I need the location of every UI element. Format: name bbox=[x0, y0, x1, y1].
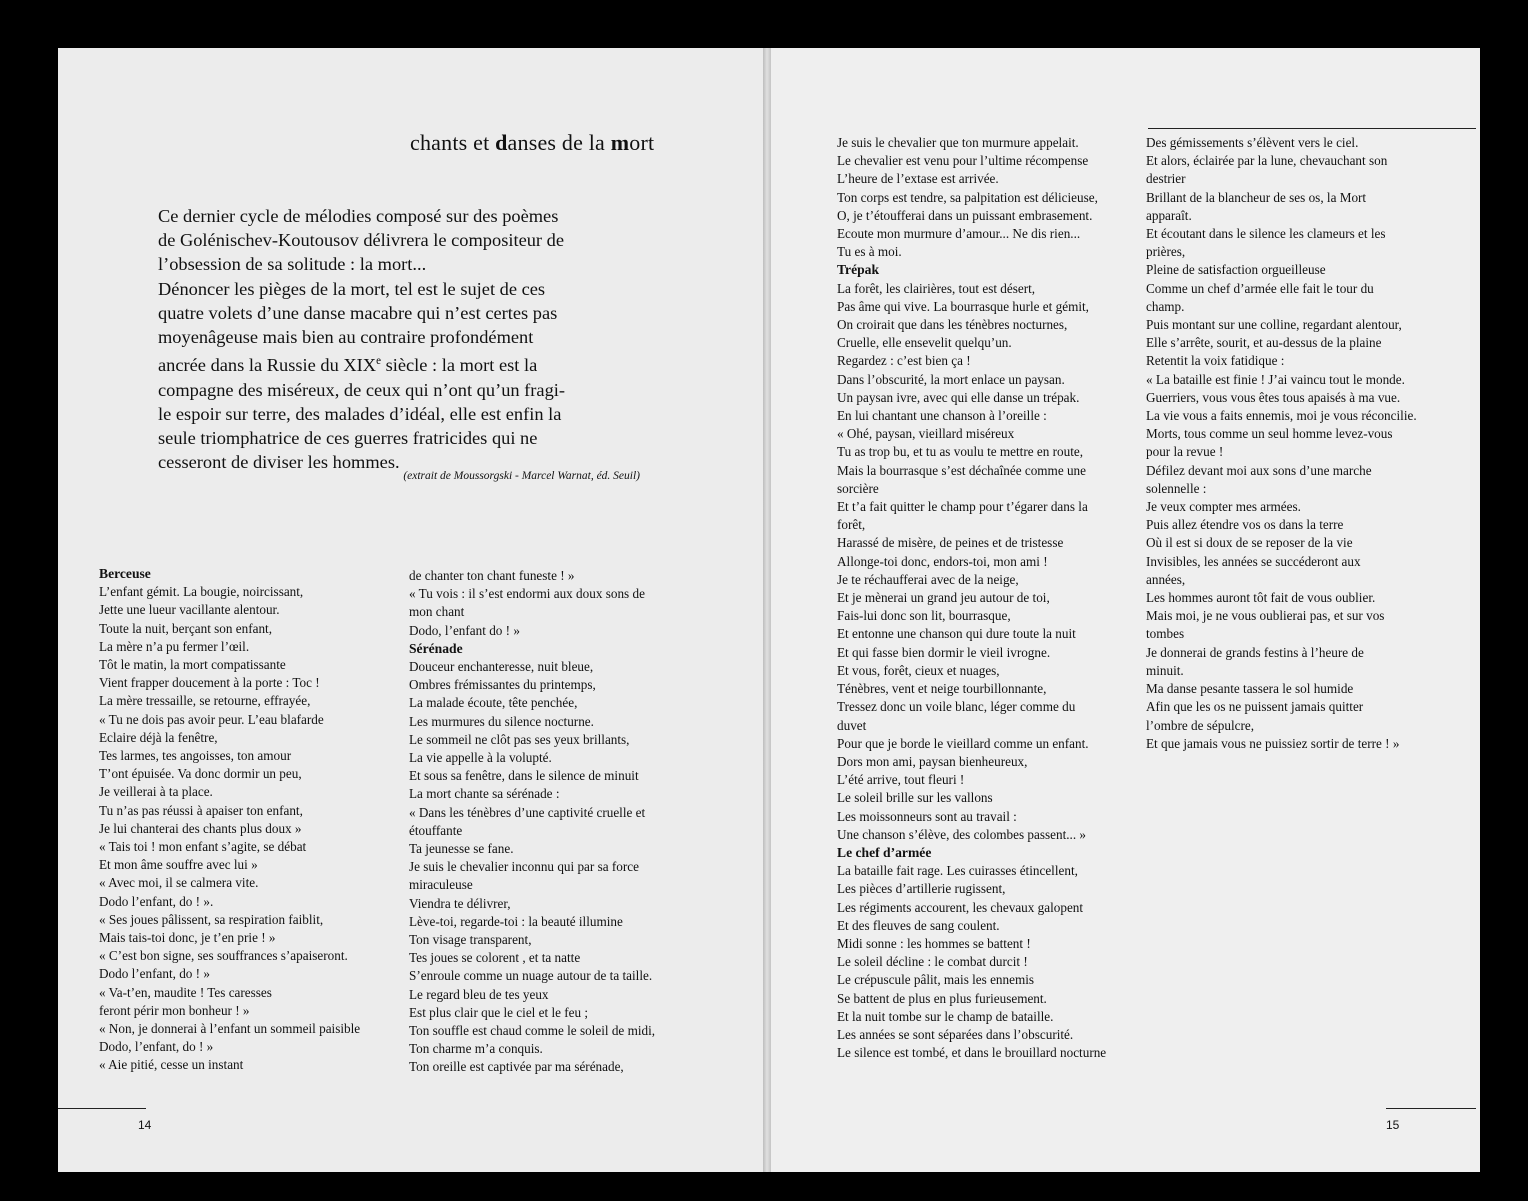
text-line: Mais tais-toi donc, je t’en prie ! » bbox=[99, 930, 276, 946]
text-line: Le crépuscule pâlit, mais les ennemis bbox=[837, 972, 1035, 988]
text-line: Guerriers, vous vous êtes tous apaisés à ma vue. bbox=[1146, 389, 1401, 405]
section-heading-berceuse: Berceuse bbox=[99, 566, 151, 581]
text-line: Et entonne une chanson qui dure toute la nuit bbox=[837, 626, 1076, 642]
text-line: Une chanson s’élève, des colombes passent... » bbox=[837, 826, 1087, 842]
text-line: Ton oreille est captivée par ma sérénade, bbox=[409, 1059, 624, 1075]
text-line: L’enfant gémit. La bougie, noircissant, bbox=[99, 584, 304, 600]
text-line: minuit. bbox=[1146, 662, 1184, 678]
text-line: Invisibles, les années se succéderont aux bbox=[1146, 553, 1361, 569]
intro-line bbox=[158, 426, 640, 450]
text-line: La malade écoute, tête penchée, bbox=[409, 695, 578, 711]
text-line: Ton corps est tendre, sa palpitation est délicieuse, bbox=[837, 189, 1098, 205]
text-line: de chanter ton chant funeste ! » bbox=[409, 568, 575, 583]
page-title: chants et danses de la mort bbox=[410, 130, 655, 155]
text-line: « Ohé, paysan, vieillard miséreux bbox=[837, 426, 1015, 442]
text-line: Je te réchaufferai avec de la neige, bbox=[837, 571, 1019, 587]
text-line: Pas âme qui vive. La bourrasque hurle et gémit, bbox=[837, 298, 1089, 314]
text-line: Tôt le matin, la mort compatissante bbox=[99, 657, 286, 673]
intro-text: Dénoncer les pièges de la mort, tel est le sujet de ces bbox=[158, 278, 546, 299]
section-heading-chef-darmee: Le chef d’armée bbox=[837, 844, 932, 860]
text-line: Les hommes auront tôt fait de vous oublier. bbox=[1146, 590, 1376, 606]
text-line: « Avec moi, il se calmera vite. bbox=[99, 875, 259, 891]
text-line: feront périr mon bonheur ! » bbox=[99, 1002, 250, 1018]
column-serenade bbox=[409, 567, 655, 1077]
text-line: Mais moi, je ne vous oublierai pas, et sur vos bbox=[1146, 608, 1385, 624]
text-line: « Non, je donnerai à l’enfant un sommeil paisible bbox=[99, 1021, 361, 1037]
intro-line bbox=[158, 325, 640, 349]
intro-line bbox=[158, 378, 640, 402]
text-line: Je suis le chevalier que ton murmure appelait. bbox=[837, 135, 1079, 150]
text-line: Le silence est tombé, et dans le brouillard nocturne bbox=[837, 1045, 1107, 1061]
text-line: La mère n’a pu fermer l’œil. bbox=[99, 638, 250, 654]
text-line: prières, bbox=[1146, 244, 1186, 260]
intro-text: siècle : la mort est la bbox=[380, 355, 538, 376]
text-line: « Dans les ténèbres d’une captivité cruelle et bbox=[409, 804, 646, 820]
text-line: Je lui chanterai des chants plus doux » bbox=[99, 820, 302, 836]
text-line: Retentit la voix fatidique : bbox=[1146, 353, 1285, 369]
text-line: Et sous sa fenêtre, dans le silence de minuit bbox=[409, 768, 639, 784]
text-line: Ombres frémissantes du printemps, bbox=[409, 677, 596, 693]
text-line: Brillant de la blancheur de ses os, la Mort bbox=[1146, 189, 1367, 205]
text-line: Viendra te délivrer, bbox=[409, 895, 511, 911]
text-line: l’ombre de sépulcre, bbox=[1146, 717, 1255, 733]
text-line: « Tu ne dois pas avoir peur. L’eau blafarde bbox=[99, 711, 324, 727]
text-line: La forêt, les clairières, tout est désert, bbox=[837, 280, 1036, 296]
citation: (extrait de Moussorgski - Marcel Warnat, éd. Seuil) bbox=[403, 470, 640, 482]
intro-line bbox=[158, 301, 640, 325]
text-line: Tu es à moi. bbox=[837, 244, 902, 260]
text-line: Lève-toi, regarde-toi : la beauté illumine bbox=[409, 913, 623, 929]
intro-text: quatre volets d’une danse macabre qui n’est certes pas bbox=[158, 302, 558, 323]
text-line: Ton visage transparent, bbox=[409, 932, 532, 948]
text-line: duvet bbox=[837, 717, 867, 733]
text-line: Et vous, forêt, cieux et nuages, bbox=[837, 662, 1000, 678]
text-line: « Tais toi ! mon enfant s’agite, se débat bbox=[99, 839, 307, 855]
text-line: Toute la nuit, berçant son enfant, bbox=[99, 620, 273, 636]
text-line: La mort chante sa sérénade : bbox=[409, 786, 560, 802]
intro-text: ancrée dans la Russie du XIX bbox=[158, 355, 377, 376]
text-line: Midi sonne : les hommes se battent ! bbox=[837, 935, 1031, 951]
text-line: étouffante bbox=[409, 822, 463, 838]
top-rule-right bbox=[1148, 128, 1476, 129]
text-line: La vie vous a faits ennemis, moi je vous réconcilie. bbox=[1146, 408, 1417, 424]
intro-line bbox=[158, 402, 640, 426]
century-superscript: e bbox=[376, 355, 381, 368]
text-line: destrier bbox=[1146, 171, 1186, 187]
text-line: Défilez devant moi aux sons d’une marche bbox=[1146, 462, 1372, 478]
text-line: Comme un chef d’armée elle fait le tour du bbox=[1146, 280, 1374, 296]
intro-text: de Golénischev-Koutousov délivrera le compositeur de bbox=[158, 230, 565, 251]
text-line: L’heure de l’extase est arrivée. bbox=[837, 171, 999, 187]
text-line: Puis montant sur une colline, regardant alentour, bbox=[1146, 317, 1402, 333]
text-line: Tu as trop bu, et tu as voulu te mettre en route, bbox=[837, 444, 1084, 460]
text-line: Je suis le chevalier inconnu qui par sa force bbox=[409, 859, 639, 875]
text-line: Et que jamais vous ne puissiez sortir de terre ! » bbox=[1146, 735, 1400, 751]
intro-line bbox=[158, 349, 640, 377]
text-line: Harassé de misère, de peines et de tristesse bbox=[837, 535, 1064, 551]
text-line: Morts, tous comme un seul homme levez-vous bbox=[1146, 426, 1393, 442]
text-line: Le soleil décline : le combat durcit ! bbox=[837, 954, 1028, 970]
text-line: Ténèbres, vent et neige tourbillonnante, bbox=[837, 681, 1047, 697]
text-line: Et la nuit tombe sur le champ de bataille. bbox=[837, 1008, 1054, 1024]
intro-text: moyenâgeuse mais bien au contraire profondément bbox=[158, 327, 534, 348]
page-number-right: 15 bbox=[1386, 1118, 1400, 1132]
text-line: Les régiments accourent, les chevaux galopent bbox=[837, 899, 1084, 915]
text-line: Les années se sont séparées dans l’obscurité. bbox=[837, 1026, 1074, 1042]
text-line: Dodo, l’enfant do ! » bbox=[409, 622, 520, 638]
text-line: apparaît. bbox=[1146, 207, 1192, 223]
text-line: Je veillerai à ta place. bbox=[99, 784, 213, 800]
text-line: tombes bbox=[1146, 626, 1185, 642]
text-line: Et écoutant dans le silence les clameurs et les bbox=[1146, 226, 1386, 242]
text-line: La vie appelle à la volupté. bbox=[409, 750, 552, 766]
intro-text: compagne des miséreux, de ceux qui n’ont qu’un fragi- bbox=[158, 379, 566, 400]
text-line: Ton charme m’a conquis. bbox=[409, 1041, 543, 1057]
text-line: Allonge-toi donc, endors-toi, mon ami ! bbox=[837, 553, 1048, 569]
text-line: Les pièces d’artillerie rugissent, bbox=[837, 881, 1006, 897]
intro-line bbox=[158, 204, 640, 228]
intro-line bbox=[158, 277, 640, 301]
text-line: Ecoute mon murmure d’amour... Ne dis rien... bbox=[837, 226, 1081, 242]
text-line: Dodo, l’enfant, do ! » bbox=[99, 1039, 214, 1055]
text-line: Vient frapper doucement à la porte : Toc ! bbox=[99, 675, 320, 691]
column-trepak bbox=[837, 134, 1106, 1062]
intro-text: cesseront de diviser les hommes. bbox=[158, 452, 400, 473]
text-line: En lui chantant une chanson à l’oreille : bbox=[837, 408, 1047, 424]
text-line: « C’est bon signe, ses souffrances s’apaiseront. bbox=[99, 948, 348, 964]
text-line: « Ses joues pâlissent, sa respiration faiblit, bbox=[99, 911, 324, 927]
text-line: O, je t’étoufferai dans un puissant embrasement. bbox=[837, 207, 1093, 223]
bottom-rule-left bbox=[58, 1108, 146, 1109]
text-line: Et des fleuves de sang coulent. bbox=[837, 917, 1000, 933]
page-gutter bbox=[763, 48, 771, 1172]
text-line: Ma danse pesante tassera le sol humide bbox=[1146, 681, 1354, 697]
intro-paragraph bbox=[158, 204, 640, 474]
text-line: Est plus clair que le ciel et le feu ; bbox=[409, 1004, 589, 1020]
text-line: Se battent de plus en plus furieusement. bbox=[837, 990, 1047, 1006]
text-line: La mère tressaille, se retourne, effrayée, bbox=[99, 693, 311, 709]
text-line: Dodo l’enfant, do ! » bbox=[99, 966, 210, 982]
text-line: mon chant bbox=[409, 604, 465, 620]
text-line: Et alors, éclairée par la lune, chevauchant son bbox=[1146, 153, 1388, 169]
text-line: Et mon âme souffre avec lui » bbox=[99, 857, 258, 873]
text-line: Pleine de satisfaction orgueilleuse bbox=[1146, 262, 1326, 278]
text-line: forêt, bbox=[837, 517, 866, 533]
text-line: Cruelle, elle ensevelit quelqu’un. bbox=[837, 335, 1012, 351]
text-line: Tressez donc un voile blanc, léger comme du bbox=[837, 699, 1076, 715]
text-line: Ta jeunesse se fane. bbox=[409, 841, 514, 857]
text-line: Douceur enchanteresse, nuit bleue, bbox=[409, 659, 594, 675]
text-line: Tu n’as pas réussi à apaiser ton enfant, bbox=[99, 802, 303, 818]
text-line: Tes joues se colorent , et ta natte bbox=[409, 950, 581, 966]
section-heading-serenade: Sérénade bbox=[409, 640, 463, 656]
text-line: Ton souffle est chaud comme le soleil de midi, bbox=[409, 1023, 656, 1039]
text-line: Un paysan ivre, avec qui elle danse un trépak. bbox=[837, 389, 1080, 405]
text-line: Fais-lui donc son lit, bourrasque, bbox=[837, 608, 1011, 624]
text-line: miraculeuse bbox=[409, 877, 473, 893]
text-line: Et t’a fait quitter le champ pour t’égarer dans la bbox=[837, 499, 1088, 515]
text-line: « Tu vois : il s’est endormi aux doux sons de bbox=[409, 586, 645, 602]
text-line: T’ont épuisée. Va donc dormir un peu, bbox=[99, 766, 302, 782]
text-line: Je veux compter mes armées. bbox=[1146, 499, 1301, 515]
column-berceuse bbox=[99, 565, 360, 1075]
text-line: Le regard bleu de tes yeux bbox=[409, 986, 549, 1002]
text-line: Le soleil brille sur les vallons bbox=[837, 790, 993, 806]
text-line: On croirait que dans les ténèbres nocturnes, bbox=[837, 317, 1068, 333]
text-line: Je donnerai de grands festins à l’heure de bbox=[1146, 644, 1364, 660]
text-line: Eclaire déjà la fenêtre, bbox=[99, 729, 218, 745]
text-line: Et qui fasse bien dormir le vieil ivrogne. bbox=[837, 644, 1051, 660]
page-number-left: 14 bbox=[138, 1118, 152, 1132]
column-chef-darmee-end bbox=[1146, 134, 1417, 753]
text-line: S’enroule comme un nuage autour de ta taille. bbox=[409, 968, 653, 984]
text-line: solennelle : bbox=[1146, 480, 1207, 496]
text-line: Le chevalier est venu pour l’ultime récompense bbox=[837, 153, 1089, 169]
intro-line bbox=[158, 252, 640, 276]
text-line: Dans l’obscurité, la mort enlace un paysan. bbox=[837, 371, 1065, 387]
text-line: Mais la bourrasque s’est déchaînée comme une bbox=[837, 462, 1087, 478]
text-line: L’été arrive, tout fleuri ! bbox=[837, 772, 965, 788]
text-line: « Aie pitié, cesse un instant bbox=[99, 1057, 244, 1073]
text-line: Les murmures du silence nocturne. bbox=[409, 713, 594, 729]
text-line: sorcière bbox=[837, 480, 879, 496]
text-line: Elle s’arrête, sourit, et au-dessus de la plaine bbox=[1146, 335, 1382, 351]
text-line: Dors mon ami, paysan bienheureux, bbox=[837, 753, 1028, 769]
intro-text: seule triomphatrice de ces guerres fratricides qui ne bbox=[158, 427, 538, 448]
text-line: La bataille fait rage. Les cuirasses étincellent, bbox=[837, 863, 1078, 879]
intro-text: Ce dernier cycle de mélodies composé sur des poèmes bbox=[158, 206, 559, 226]
intro-line bbox=[158, 228, 640, 252]
text-line: Où il est si doux de se reposer de la vie bbox=[1146, 535, 1353, 551]
text-line: champ. bbox=[1146, 298, 1185, 314]
text-line: Regardez : c’est bien ça ! bbox=[837, 353, 971, 369]
text-line: Pour que je borde le vieillard comme un enfant. bbox=[837, 735, 1089, 751]
text-line: Des gémissements s’élèvent vers le ciel. bbox=[1146, 135, 1359, 150]
section-heading-trepak: Trépak bbox=[837, 262, 880, 278]
text-line: Et je mènerai un grand jeu autour de toi, bbox=[837, 590, 1050, 606]
text-line: Jette une lueur vacillante alentour. bbox=[99, 602, 280, 618]
text-line: Tes larmes, tes angoisses, ton amour bbox=[99, 748, 292, 764]
text-line: « Va-t’en, maudite ! Tes caresses bbox=[99, 984, 272, 1000]
text-line: années, bbox=[1146, 571, 1186, 587]
text-line: Les moissonneurs sont au travail : bbox=[837, 808, 1017, 824]
intro-text: le espoir sur terre, des malades d’idéal, elle est enfin la bbox=[158, 403, 562, 424]
text-line: Dodo l’enfant, do ! ». bbox=[99, 893, 214, 909]
text-line: Afin que les os ne puissent jamais quitter bbox=[1146, 699, 1364, 715]
text-line: Le sommeil ne clôt pas ses yeux brillants, bbox=[409, 731, 630, 747]
text-line: pour la revue ! bbox=[1146, 444, 1224, 460]
text-line: « La bataille est finie ! J’ai vaincu tout le monde. bbox=[1146, 371, 1405, 387]
bottom-rule-right bbox=[1386, 1108, 1476, 1109]
text-line: Puis allez étendre vos os dans la terre bbox=[1146, 517, 1344, 533]
intro-text: l’obsession de sa solitude : la mort... bbox=[158, 254, 427, 275]
